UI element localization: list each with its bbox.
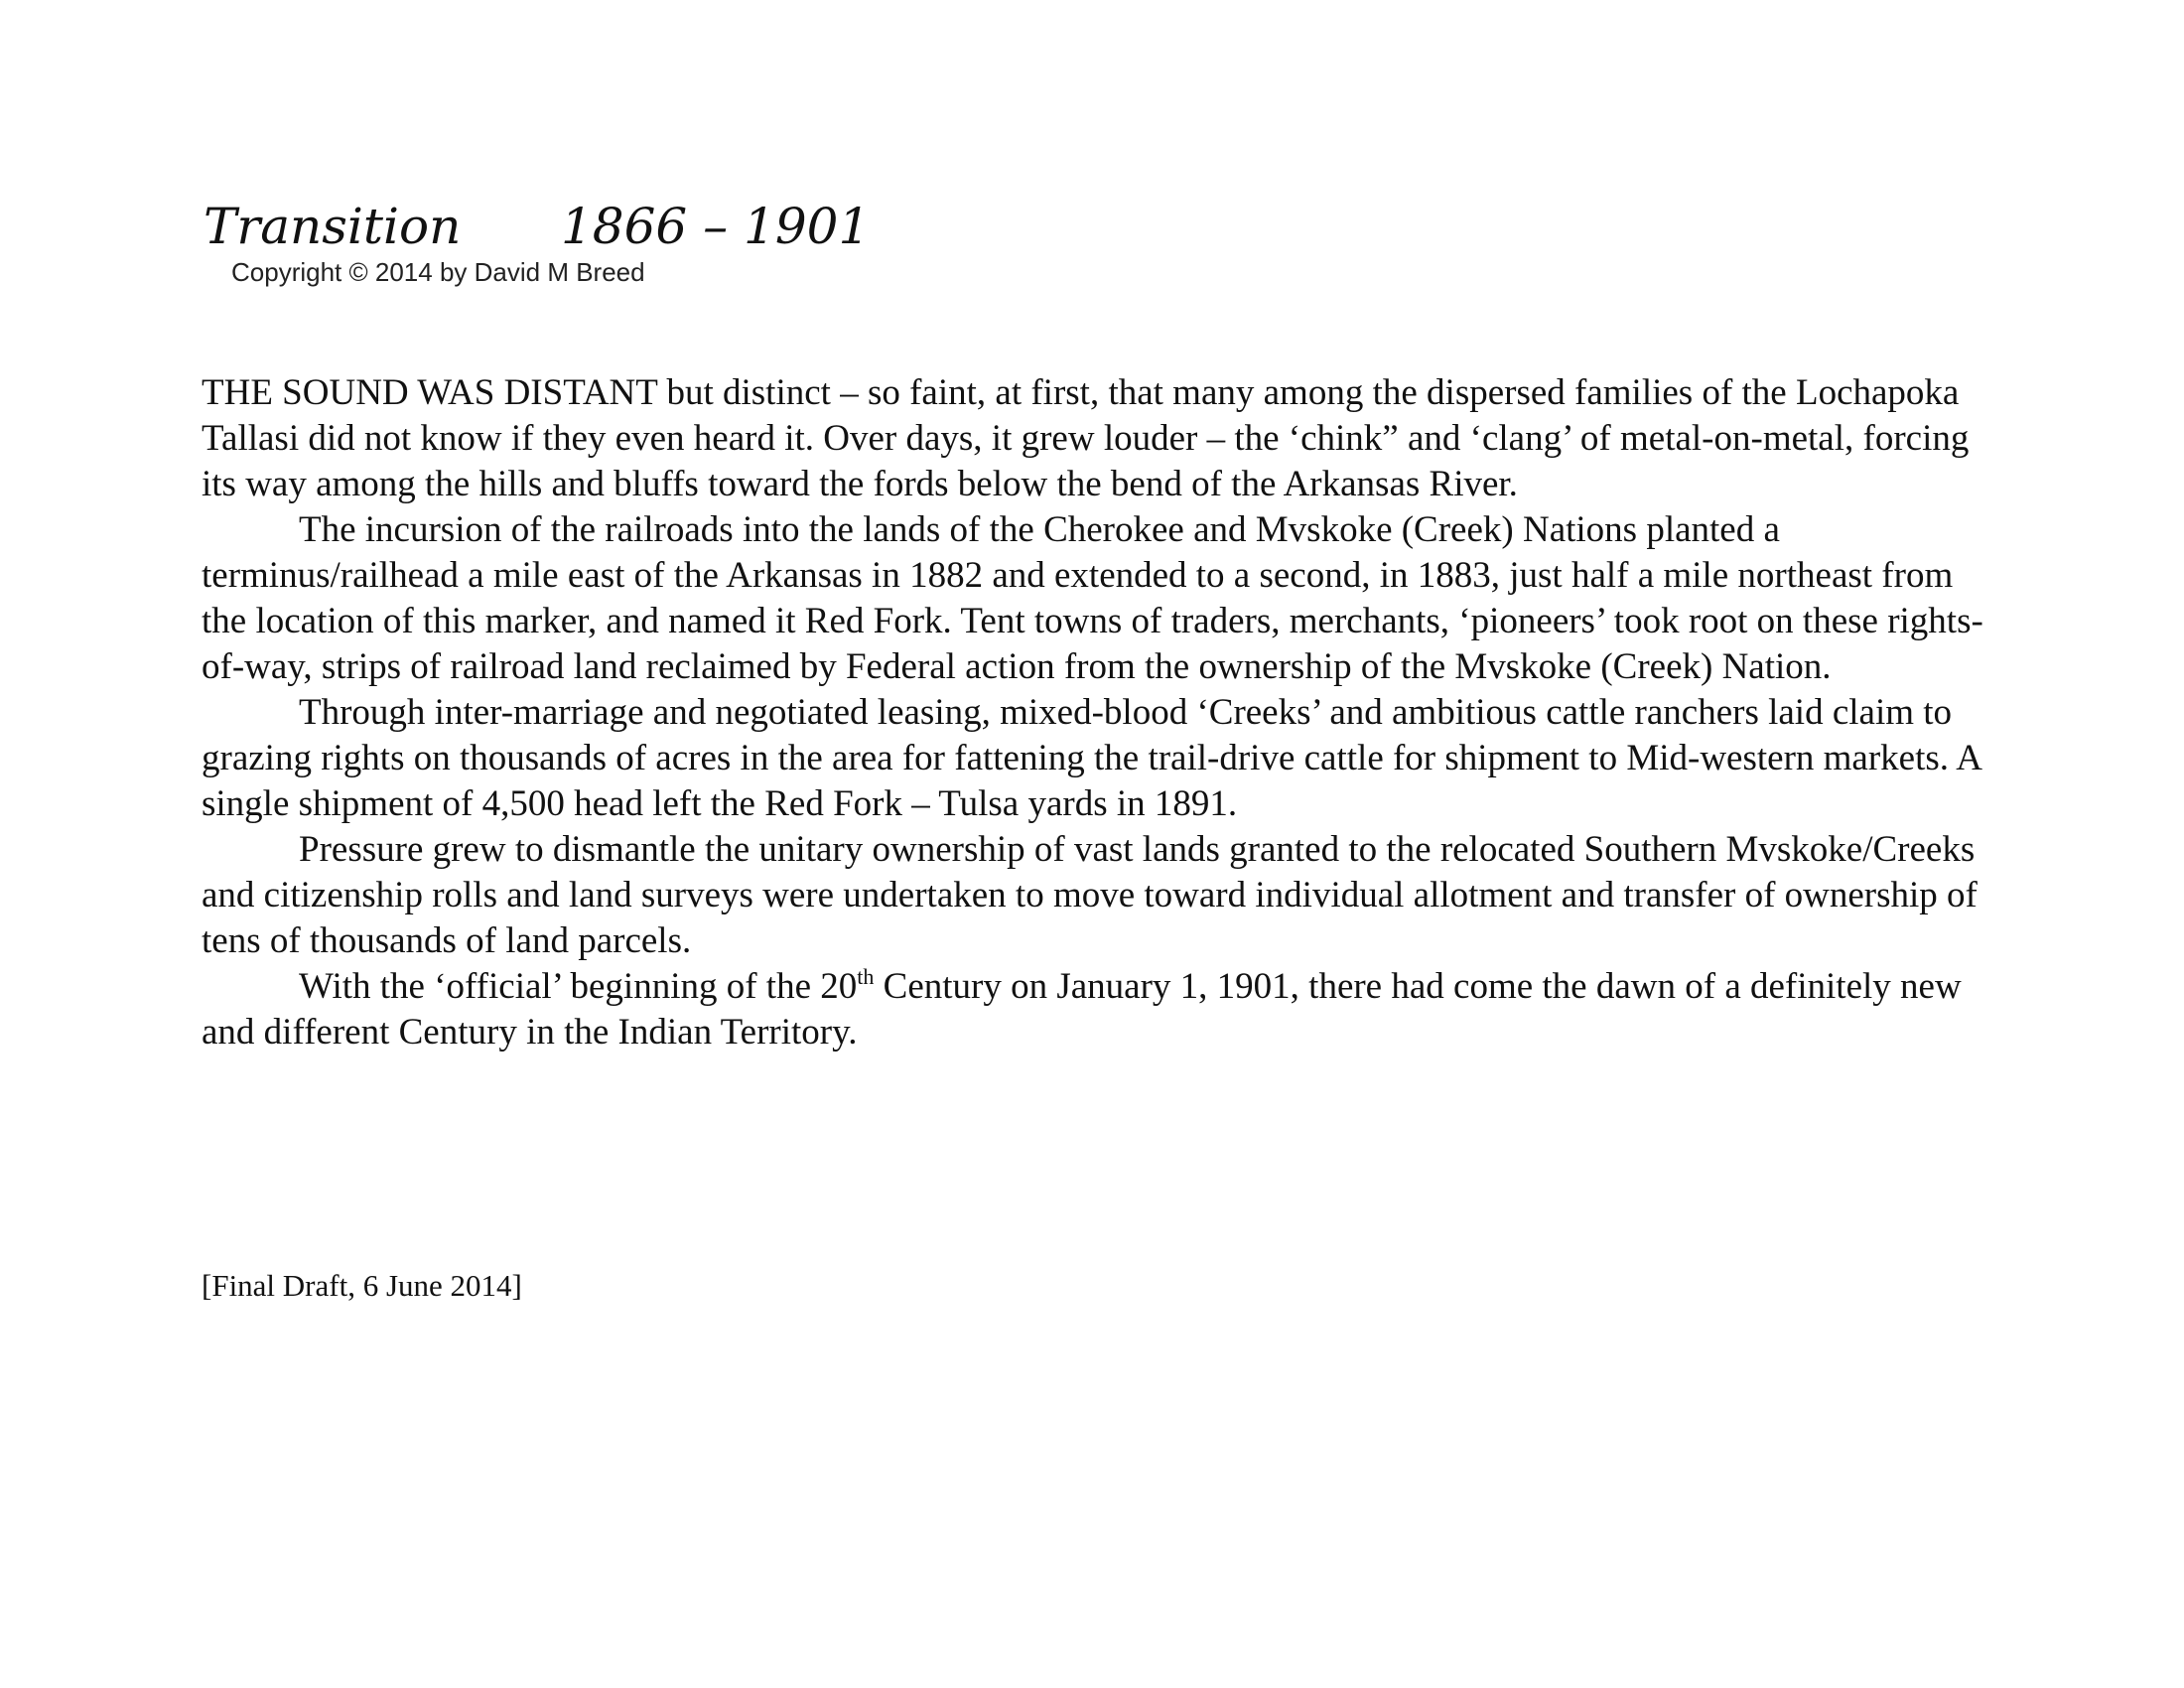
paragraph-4: Pressure grew to dismantle the unitary ownership of vast lands granted to the relocated Southern Mvskoke/Creeks and citizenship rolls and land surveys were undertaken to move toward individual allotment and transfer of ownership of tens of thousands of land parcels. xyxy=(202,829,1978,961)
paragraph-text: but distinct – so faint, at first, that many among the dispersed families of the Lochapoka Tallasi did not know if they even heard it. Over days, it grew louder – the ‘chink” and ‘clang’ of metal-on-metal, forcing its way among the hills and bluffs toward the fords below the bend of the Arkansas River. xyxy=(202,372,1970,504)
paragraph-2: The incursion of the railroads into the lands of the Cherokee and Mvskoke (Creek) Nations planted a terminus/railhead a mile east of the Arkansas in 1882 and extended to a second, in 1883, just half a mile northeast from the location of this marker, and named it Red Fork. Tent towns of traders, merchants, ‘pioneers’ took root on these rights-of-way, strips of railroad land reclaimed by Federal action from the ownership of the Mvskoke (Creek) Nation. xyxy=(202,509,1983,687)
paragraph-1 xyxy=(202,370,1988,507)
paragraph-3: Through inter-marriage and negotiated leasing, mixed-blood ‘Creeks’ and ambitious cattle ranchers laid claim to grazing rights on thousands of acres in the area for fattening the trail-drive cattle for shipment to Mid-western markets. A single shipment of 4,500 head left the Red Fork – Tulsa yards in 1891. xyxy=(202,692,1980,824)
paragraph-5 xyxy=(202,964,1988,1055)
paragraph-text-before: With the ‘official’ beginning of the 20 xyxy=(299,966,858,1007)
page-title xyxy=(204,197,1395,256)
copyright-notice: Copyright © 2014 by David M Breed xyxy=(231,257,645,287)
title-text: Transition xyxy=(204,198,462,255)
title-block xyxy=(204,197,1395,288)
draft-note: [Final Draft, 6 June 2014] xyxy=(202,1268,522,1303)
paragraph-lead: THE SOUND WAS DISTANT xyxy=(202,372,658,413)
superscript-ordinal: th xyxy=(857,964,875,989)
body-text xyxy=(202,370,1988,1055)
paragraph-text-after: Century on January 1, 1901, there had come the dawn of a definitely new and different Century in the Indian Territory. xyxy=(202,966,1962,1053)
title-years: 1866 – 1901 xyxy=(561,198,871,255)
